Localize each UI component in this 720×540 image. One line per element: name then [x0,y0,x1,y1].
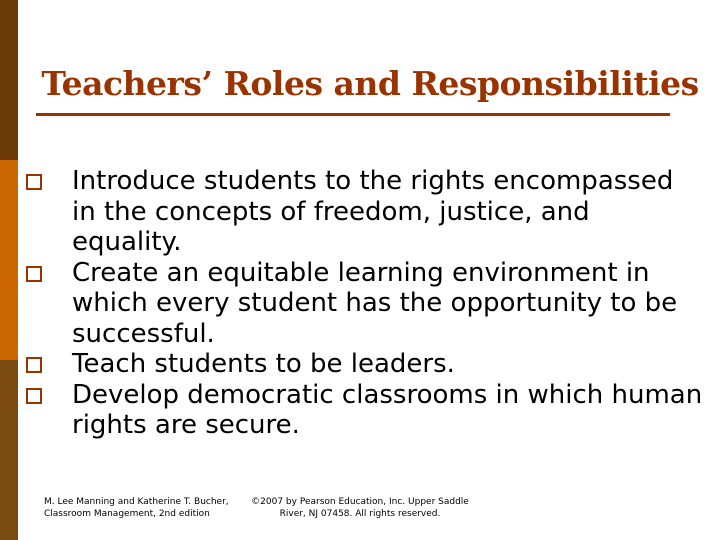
footer-citation: M. Lee Manning and Katherine T. Bucher, Classroom Management, 2nd edition [44,497,229,519]
bullet-item [24,166,704,258]
bullet-item [24,380,704,441]
square-bullet-icon [26,388,42,404]
bullet-item [24,258,704,350]
footer-copyright: ©2007 by Pearson Education, Inc. Upper Saddle River, NJ 07458. All rights reserved. [251,497,469,519]
left-accent-bar-middle [0,160,18,360]
square-bullet-icon [26,266,42,282]
title-underline [36,113,670,116]
bullet-text: Introduce students to the rights encompassed in the concepts of freedom, justice, and equality. [72,166,674,257]
bullet-item [24,349,704,380]
bullet-list [24,166,704,441]
left-accent-bar-bottom [0,360,18,540]
bullet-text: Develop democratic classrooms in which human rights are secure. [72,379,703,440]
bullet-text: Teach students to be leaders. [72,349,455,379]
left-accent-bar-top [0,0,18,160]
slide-title: Teachers’ Roles and Responsibilities [41,64,699,103]
square-bullet-icon [26,174,42,190]
bullet-text: Create an equitable learning environment in which every student has the opportunity to be successful. [72,257,678,349]
square-bullet-icon [26,357,42,373]
